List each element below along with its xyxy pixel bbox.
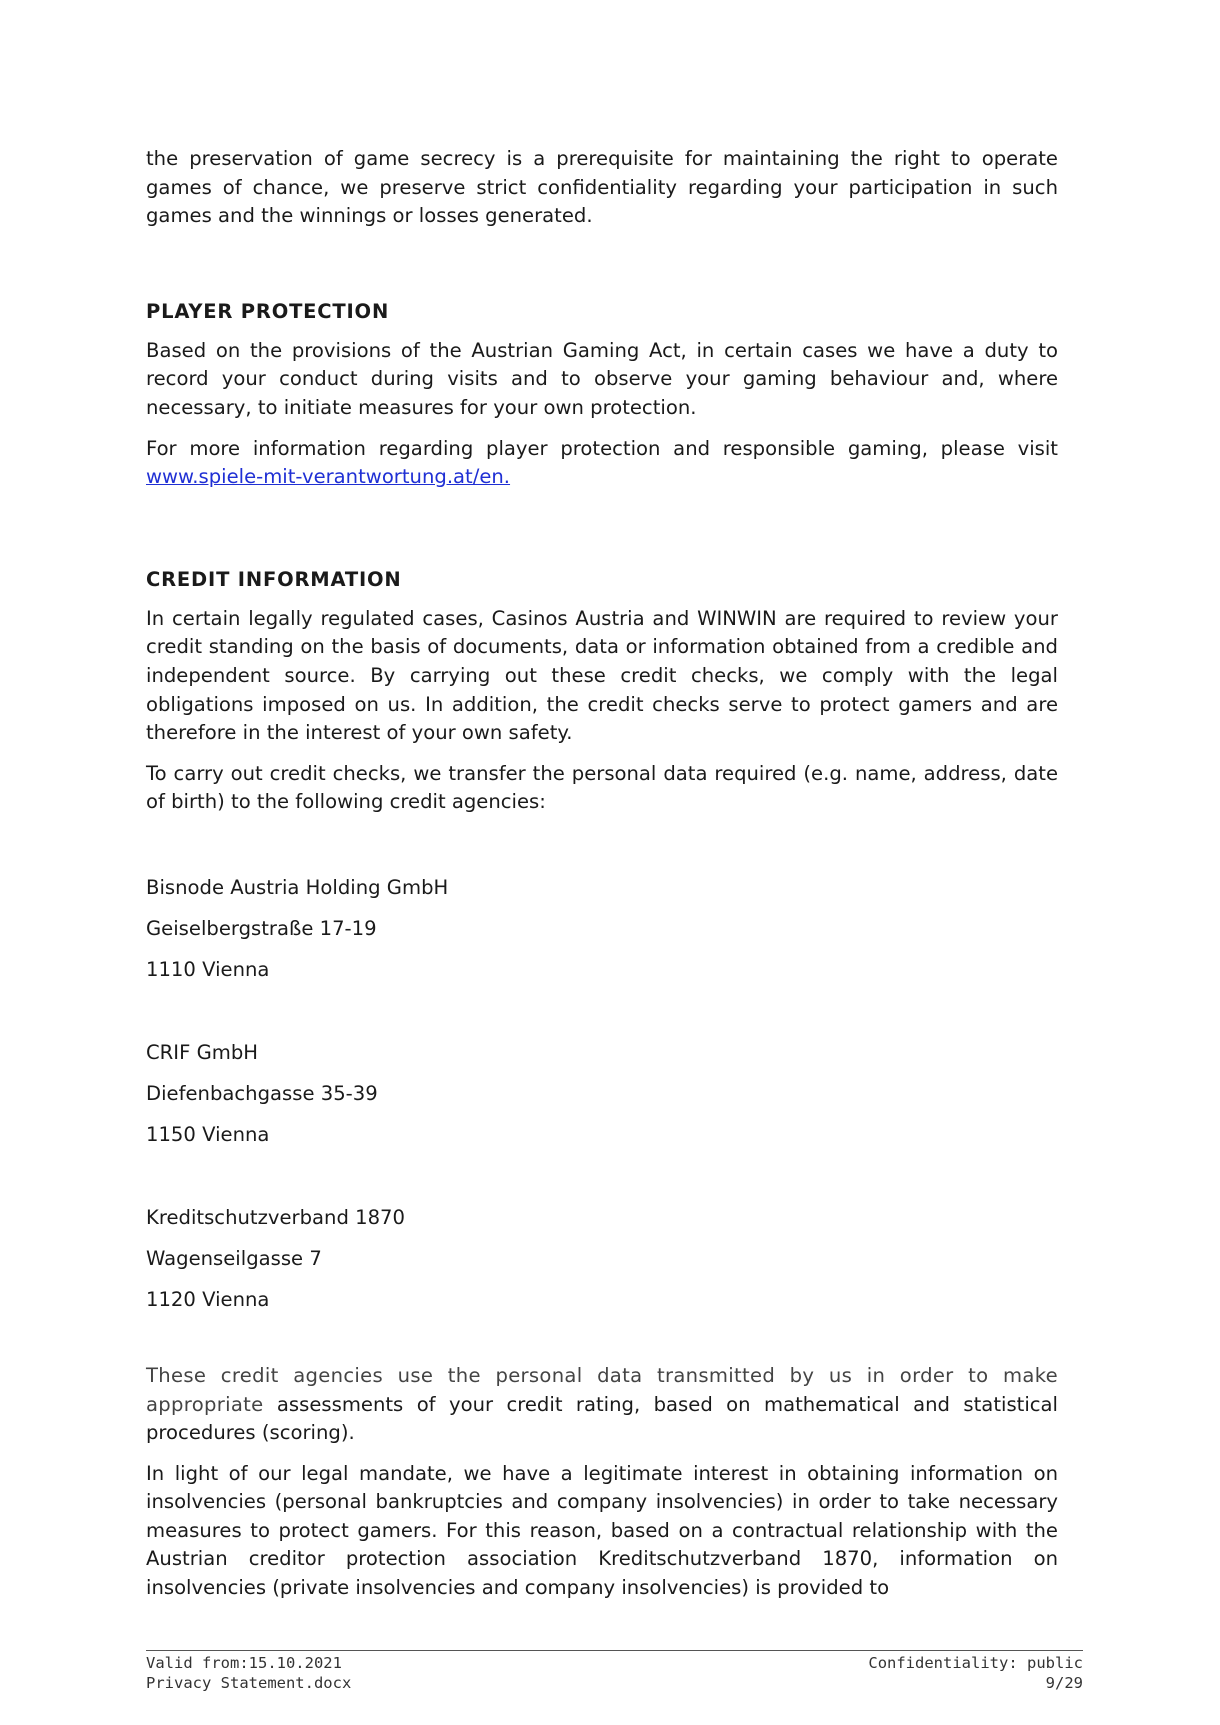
footer-row-bottom xyxy=(146,1674,1083,1694)
credit-agency-address xyxy=(146,874,1058,984)
credit-information-heading: CREDIT INFORMATION xyxy=(146,567,402,591)
credit-information-paragraph-3-rest: assessments of your credit rating, based on mathematical and statistical procedures (scoring). xyxy=(146,1392,1058,1445)
player-protection-paragraph-2-text: For more information regarding player protection and responsible gaming, please visit xyxy=(146,436,1058,460)
agency-name: Kreditschutzverband 1870 xyxy=(146,1205,405,1229)
document-file-name: Privacy Statement.docx xyxy=(146,1673,352,1692)
agency-city: 1120 Vienna xyxy=(146,1287,270,1311)
credit-information-paragraph-4: In light of our legal mandate, we have a legitimate interest in obtaining information on insolvencies (personal bankruptcies and company insolvencies) in order to take necessary measures to protect gamers. For this reason, based on a contractual relationship with the Austrian creditor protection association Kreditschutzverband 1870, information on insolvencies (private insolvencies and company insolvencies) is provided to xyxy=(146,1461,1058,1600)
credit-agency-address xyxy=(146,1204,1058,1314)
agency-name: CRIF GmbH xyxy=(146,1040,259,1064)
credit-information-paragraph-3-lead: These credit agencies use the personal data transmitted by us in order to make appropriate xyxy=(146,1363,1058,1416)
footer-row-top xyxy=(146,1654,1083,1674)
valid-from: Valid from:15.10.2021 xyxy=(146,1654,342,1672)
confidentiality-label: Confidentiality: public xyxy=(868,1654,1083,1672)
agency-street: Wagenseilgasse 7 xyxy=(146,1246,322,1270)
intro-paragraph: the preservation of game secrecy is a prerequisite for maintaining the right to operate games of chance, we preserve strict confidentiality regarding your participation in such games and the winnings or losses generated. xyxy=(146,147,1058,228)
player-protection-paragraph-2 xyxy=(146,435,1058,492)
credit-information-paragraph-3 xyxy=(146,1362,1058,1448)
player-protection-heading: PLAYER PROTECTION xyxy=(146,299,390,323)
page-number: 9/29 xyxy=(1045,1673,1083,1692)
credit-information-paragraph-1: In certain legally regulated cases, Casinos Austria and WINWIN are required to review your credit standing on the basis of documents, data or information obtained from a credible and independent source. By carrying out these credit checks, we comply with the legal obligations imposed on us. In addition, the credit checks serve to protect gamers and are therefore in the interest of your own safety. xyxy=(146,606,1058,745)
document-body xyxy=(146,145,1058,1603)
player-protection-paragraph-1: Based on the provisions of the Austrian Gaming Act, in certain cases we have a duty to record your conduct during visits and to observe your gaming behaviour and, where necessary, to initiate measures for your own protection. xyxy=(146,338,1058,419)
credit-information-paragraph-2: To carry out credit checks, we transfer the personal data required (e.g. name, address, date of birth) to the following credit agencies: xyxy=(146,761,1058,814)
credit-agency-address xyxy=(146,1039,1058,1149)
agency-city: 1110 Vienna xyxy=(146,957,270,981)
agency-street: Geiselbergstraße 17-19 xyxy=(146,916,377,940)
agency-name: Bisnode Austria Holding GmbH xyxy=(146,875,449,899)
page-footer xyxy=(146,1650,1083,1693)
agency-city: 1150 Vienna xyxy=(146,1122,270,1146)
responsible-gaming-link[interactable]: www.spiele-mit-verantwortung.at/en. xyxy=(146,465,511,489)
agency-street: Diefenbachgasse 35-39 xyxy=(146,1081,378,1105)
